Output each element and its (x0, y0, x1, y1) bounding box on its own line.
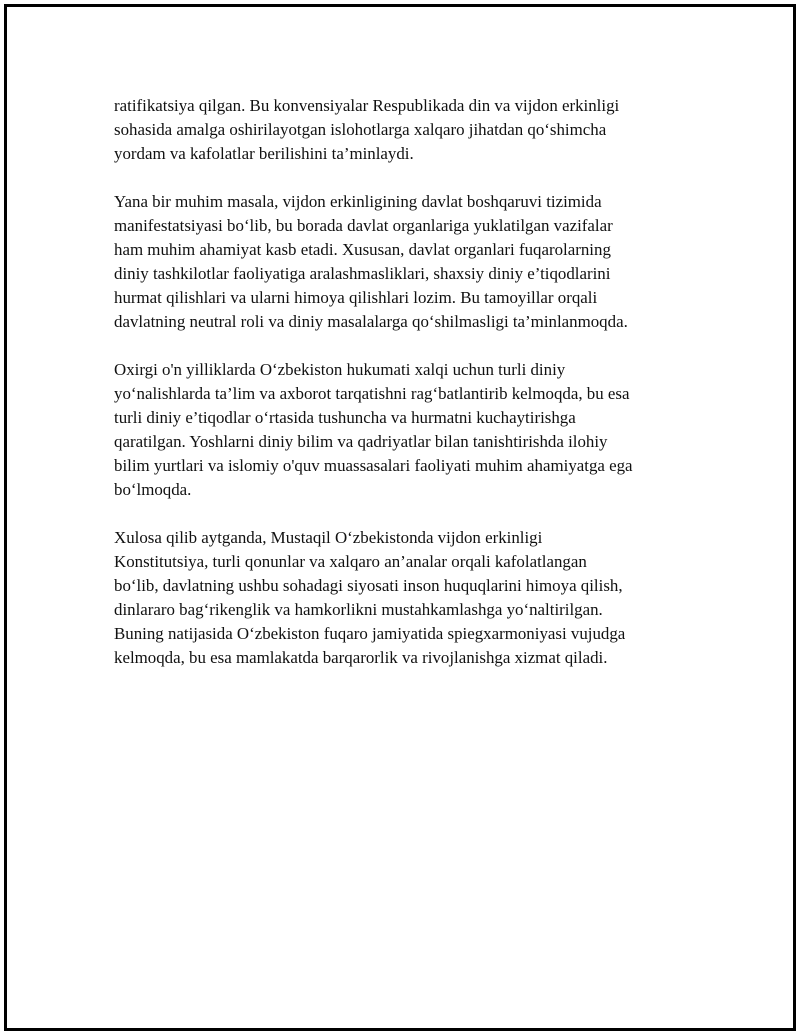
paragraph-1 (114, 94, 689, 166)
text-line: Konstitutsiya, turli qonunlar va xalqaro an’analar orqali kafolatlangan (114, 552, 587, 571)
text-line: hurmat qilishlari va ularni himoya qilishlari lozim. Bu tamoyillar orqali (114, 288, 598, 307)
text-line: diniy tashkilotlar faoliyatiga aralashmasliklari, shaxsiy diniy e’tiqodlarini (114, 264, 611, 283)
text-line: turli diniy e’tiqodlar o‘rtasida tushuncha va hurmatni kuchaytirishga (114, 408, 576, 427)
text-line: yordam va kafolatlar berilishini ta’minlaydi. (114, 144, 414, 163)
paragraph-4 (114, 526, 689, 670)
text-line: qaratilgan. Yoshlarni diniy bilim va qadriyatlar bilan tanishtirishda ilohiy (114, 432, 608, 451)
text-line: manifestatsiyasi bo‘lib, bu borada davlat organlariga yuklatilgan vazifalar (114, 216, 613, 235)
text-line: Yana bir muhim masala, vijdon erkinligining davlat boshqaruvi tizimida (114, 192, 602, 211)
document-body (114, 94, 689, 694)
text-line: Oxirgi o'n yilliklarda O‘zbekiston hukumati xalqi uchun turli diniy (114, 360, 566, 379)
text-line: Buning natijasida O‘zbekiston fuqaro jamiyatida spiegxarmoniyasi vujudga (114, 624, 626, 643)
text-line: ratifikatsiya qilgan. Bu konvensiyalar Respublikada din va vijdon erkinligi (114, 96, 620, 115)
text-line: davlatning neutral roli va diniy masalalarga qo‘shilmasligi ta’minlanmoqda. (114, 312, 628, 331)
text-line: yo‘nalishlarda ta’lim va axborot tarqatishni rag‘batlantirib kelmoqda, bu esa (114, 384, 630, 403)
text-line: bilim yurtlari va islomiy o'quv muassasalari faoliyati muhim ahamiyatga ega (114, 456, 633, 475)
text-line: sohasida amalga oshirilayotgan islohotlarga xalqaro jihatdan qo‘shimcha (114, 120, 607, 139)
text-line: Xulosa qilib aytganda, Mustaqil O‘zbekistonda vijdon erkinligi (114, 528, 543, 547)
paragraph-3 (114, 358, 689, 502)
text-line: bo‘lmoqda. (114, 480, 192, 499)
paragraph-2 (114, 190, 689, 334)
text-line: ham muhim ahamiyat kasb etadi. Xususan, davlat organlari fuqarolarning (114, 240, 611, 259)
text-line: bo‘lib, davlatning ushbu sohadagi siyosati inson huquqlarini himoya qilish, (114, 576, 623, 595)
text-line: kelmoqda, bu esa mamlakatda barqarorlik va rivojlanishga xizmat qiladi. (114, 648, 608, 667)
text-line: dinlararo bag‘rikenglik va hamkorlikni mustahkamlashga yo‘naltirilgan. (114, 600, 603, 619)
